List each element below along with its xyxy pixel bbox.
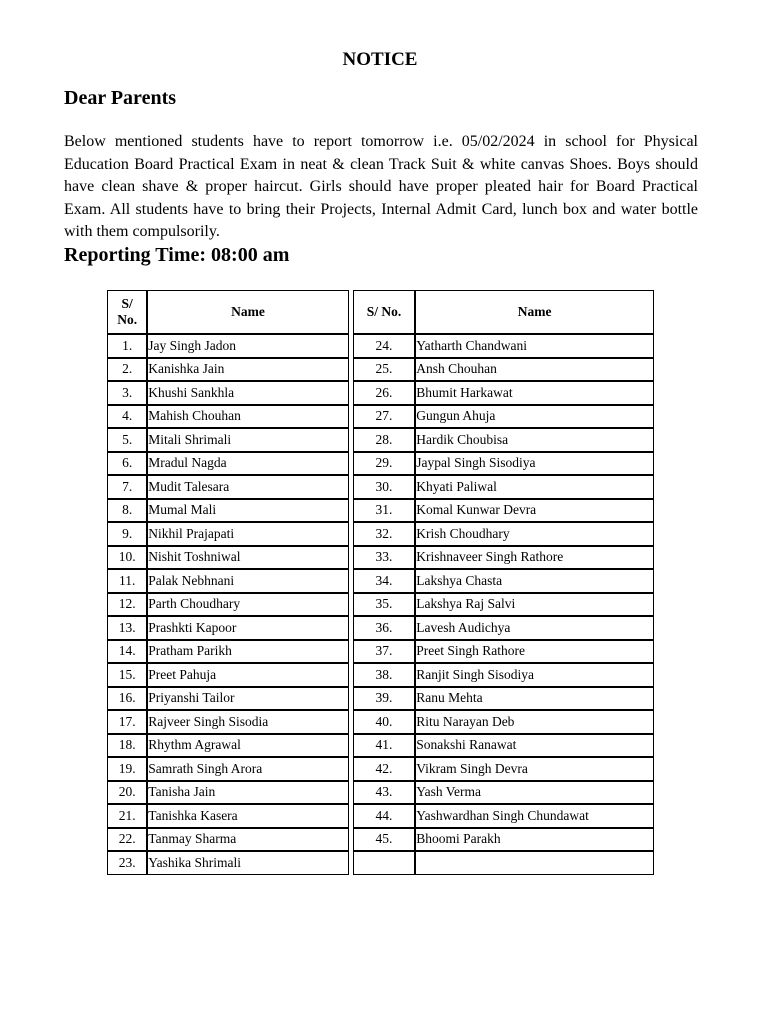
student-name-left: Samrath Singh Arora bbox=[147, 757, 348, 781]
student-name-left: Kanishka Jain bbox=[147, 358, 348, 382]
serial-number-right: 29. bbox=[353, 452, 415, 476]
serial-number-left: 17. bbox=[107, 710, 147, 734]
student-name-left: Priyanshi Tailor bbox=[147, 687, 348, 711]
student-name-left: Preet Pahuja bbox=[147, 663, 348, 687]
serial-number-left: 4. bbox=[107, 405, 147, 429]
serial-number-left: 10. bbox=[107, 546, 147, 570]
student-name-right: Yashwardhan Singh Chundawat bbox=[415, 804, 654, 828]
serial-number-left: 7. bbox=[107, 475, 147, 499]
serial-number-left: 18. bbox=[107, 734, 147, 758]
serial-number-left: 8. bbox=[107, 499, 147, 523]
table-body bbox=[107, 334, 654, 875]
student-name-left: Pratham Parikh bbox=[147, 640, 348, 664]
table-row bbox=[107, 687, 654, 711]
table-row bbox=[107, 522, 654, 546]
table-row bbox=[107, 757, 654, 781]
header-sn-right: S/ No. bbox=[353, 290, 415, 334]
student-name-right: Bhoomi Parakh bbox=[415, 828, 654, 852]
student-name-left: Khushi Sankhla bbox=[147, 381, 348, 405]
student-name-right: Ritu Narayan Deb bbox=[415, 710, 654, 734]
student-name-left: Mitali Shrimali bbox=[147, 428, 348, 452]
student-name-right: Krish Choudhary bbox=[415, 522, 654, 546]
serial-number-left: 14. bbox=[107, 640, 147, 664]
table-row bbox=[107, 804, 654, 828]
student-name-right: Krishnaveer Singh Rathore bbox=[415, 546, 654, 570]
student-name-right: Yatharth Chandwani bbox=[415, 334, 654, 358]
serial-number-left: 2. bbox=[107, 358, 147, 382]
serial-number-right: 25. bbox=[353, 358, 415, 382]
table-row bbox=[107, 569, 654, 593]
student-name-right: Ranjit Singh Sisodiya bbox=[415, 663, 654, 687]
student-name-right bbox=[415, 851, 654, 875]
notice-body: Below mentioned students have to report tomorrow i.e. 05/02/2024 in school for Physical Education Board Practical Exam in neat & clean Track Suit & white canvas Shoes. Boys should have clean shave & proper haircut. Girls should have proper pleated hair for Board Practical Exam. All students have to bring their Projects, Internal Admit Card, lunch box and water bottle with them compulsorily. bbox=[64, 133, 698, 240]
serial-number-left: 13. bbox=[107, 616, 147, 640]
table-row bbox=[107, 710, 654, 734]
serial-number-right: 26. bbox=[353, 381, 415, 405]
serial-number-right: 27. bbox=[353, 405, 415, 429]
greeting: Dear Parents bbox=[64, 87, 177, 109]
table-row bbox=[107, 546, 654, 570]
serial-number-left: 1. bbox=[107, 334, 147, 358]
table-row bbox=[107, 475, 654, 499]
serial-number-right: 35. bbox=[353, 593, 415, 617]
table-row bbox=[107, 499, 654, 523]
student-name-left: Mudit Talesara bbox=[147, 475, 348, 499]
student-name-left: Mahish Chouhan bbox=[147, 405, 348, 429]
student-name-left: Tanishka Kasera bbox=[147, 804, 348, 828]
reporting-time: Reporting Time: 08:00 am bbox=[64, 244, 290, 266]
student-name-left: Mumal Mali bbox=[147, 499, 348, 523]
student-name-right: Ranu Mehta bbox=[415, 687, 654, 711]
serial-number-right: 31. bbox=[353, 499, 415, 523]
student-name-left: Rajveer Singh Sisodia bbox=[147, 710, 348, 734]
table-row bbox=[107, 428, 654, 452]
serial-number-left: 12. bbox=[107, 593, 147, 617]
table-row bbox=[107, 663, 654, 687]
serial-number-right: 33. bbox=[353, 546, 415, 570]
notice-title: NOTICE bbox=[342, 49, 418, 70]
serial-number-right: 43. bbox=[353, 781, 415, 805]
serial-number-right: 30. bbox=[353, 475, 415, 499]
student-name-left: Tanmay Sharma bbox=[147, 828, 348, 852]
student-name-right: Komal Kunwar Devra bbox=[415, 499, 654, 523]
student-name-right: Hardik Choubisa bbox=[415, 428, 654, 452]
serial-number-left: 6. bbox=[107, 452, 147, 476]
table-row bbox=[107, 452, 654, 476]
table-row bbox=[107, 381, 654, 405]
table-row bbox=[107, 593, 654, 617]
student-name-right: Yash Verma bbox=[415, 781, 654, 805]
serial-number-left: 15. bbox=[107, 663, 147, 687]
student-name-right: Ansh Chouhan bbox=[415, 358, 654, 382]
table-row bbox=[107, 616, 654, 640]
serial-number-right: 39. bbox=[353, 687, 415, 711]
student-name-left: Mradul Nagda bbox=[147, 452, 348, 476]
serial-number-left: 22. bbox=[107, 828, 147, 852]
serial-number-right: 36. bbox=[353, 616, 415, 640]
serial-number-right: 45. bbox=[353, 828, 415, 852]
serial-number-right: 34. bbox=[353, 569, 415, 593]
student-name-right: Lakshya Chasta bbox=[415, 569, 654, 593]
header-name-left: Name bbox=[147, 290, 348, 334]
serial-number-left: 5. bbox=[107, 428, 147, 452]
student-name-right: Gungun Ahuja bbox=[415, 405, 654, 429]
table-row bbox=[107, 828, 654, 852]
student-name-right: Preet Singh Rathore bbox=[415, 640, 654, 664]
serial-number-right: 38. bbox=[353, 663, 415, 687]
serial-number-left: 11. bbox=[107, 569, 147, 593]
student-name-right: Lakshya Raj Salvi bbox=[415, 593, 654, 617]
student-name-left: Parth Choudhary bbox=[147, 593, 348, 617]
student-name-left: Tanisha Jain bbox=[147, 781, 348, 805]
student-name-right: Sonakshi Ranawat bbox=[415, 734, 654, 758]
serial-number-left: 9. bbox=[107, 522, 147, 546]
student-name-left: Jay Singh Jadon bbox=[147, 334, 348, 358]
student-name-left: Rhythm Agrawal bbox=[147, 734, 348, 758]
student-name-right: Bhumit Harkawat bbox=[415, 381, 654, 405]
serial-number-left: 21. bbox=[107, 804, 147, 828]
student-name-left: Palak Nebhnani bbox=[147, 569, 348, 593]
student-name-left: Nikhil Prajapati bbox=[147, 522, 348, 546]
student-name-right: Lavesh Audichya bbox=[415, 616, 654, 640]
serial-number-right: 32. bbox=[353, 522, 415, 546]
student-name-left: Yashika Shrimali bbox=[147, 851, 348, 875]
serial-number-right: 41. bbox=[353, 734, 415, 758]
serial-number-right: 37. bbox=[353, 640, 415, 664]
student-name-right: Khyati Paliwal bbox=[415, 475, 654, 499]
student-name-right: Jaypal Singh Sisodiya bbox=[415, 452, 654, 476]
serial-number-right: 44. bbox=[353, 804, 415, 828]
header-sn-left: S/ No. bbox=[107, 290, 147, 334]
student-name-left: Nishit Toshniwal bbox=[147, 546, 348, 570]
table-row bbox=[107, 734, 654, 758]
serial-number-left: 19. bbox=[107, 757, 147, 781]
serial-number-left: 23. bbox=[107, 851, 147, 875]
serial-number-right bbox=[353, 851, 415, 875]
header-name-right: Name bbox=[415, 290, 654, 334]
student-table bbox=[107, 290, 654, 875]
serial-number-left: 20. bbox=[107, 781, 147, 805]
serial-number-right: 28. bbox=[353, 428, 415, 452]
serial-number-right: 24. bbox=[353, 334, 415, 358]
table-row bbox=[107, 640, 654, 664]
serial-number-left: 16. bbox=[107, 687, 147, 711]
student-name-right: Vikram Singh Devra bbox=[415, 757, 654, 781]
serial-number-right: 40. bbox=[353, 710, 415, 734]
table-header-row bbox=[107, 290, 654, 334]
table-row bbox=[107, 358, 654, 382]
table-row bbox=[107, 334, 654, 358]
table-row bbox=[107, 851, 654, 875]
table-row bbox=[107, 405, 654, 429]
table-row bbox=[107, 781, 654, 805]
serial-number-right: 42. bbox=[353, 757, 415, 781]
serial-number-left: 3. bbox=[107, 381, 147, 405]
student-name-left: Prashkti Kapoor bbox=[147, 616, 348, 640]
